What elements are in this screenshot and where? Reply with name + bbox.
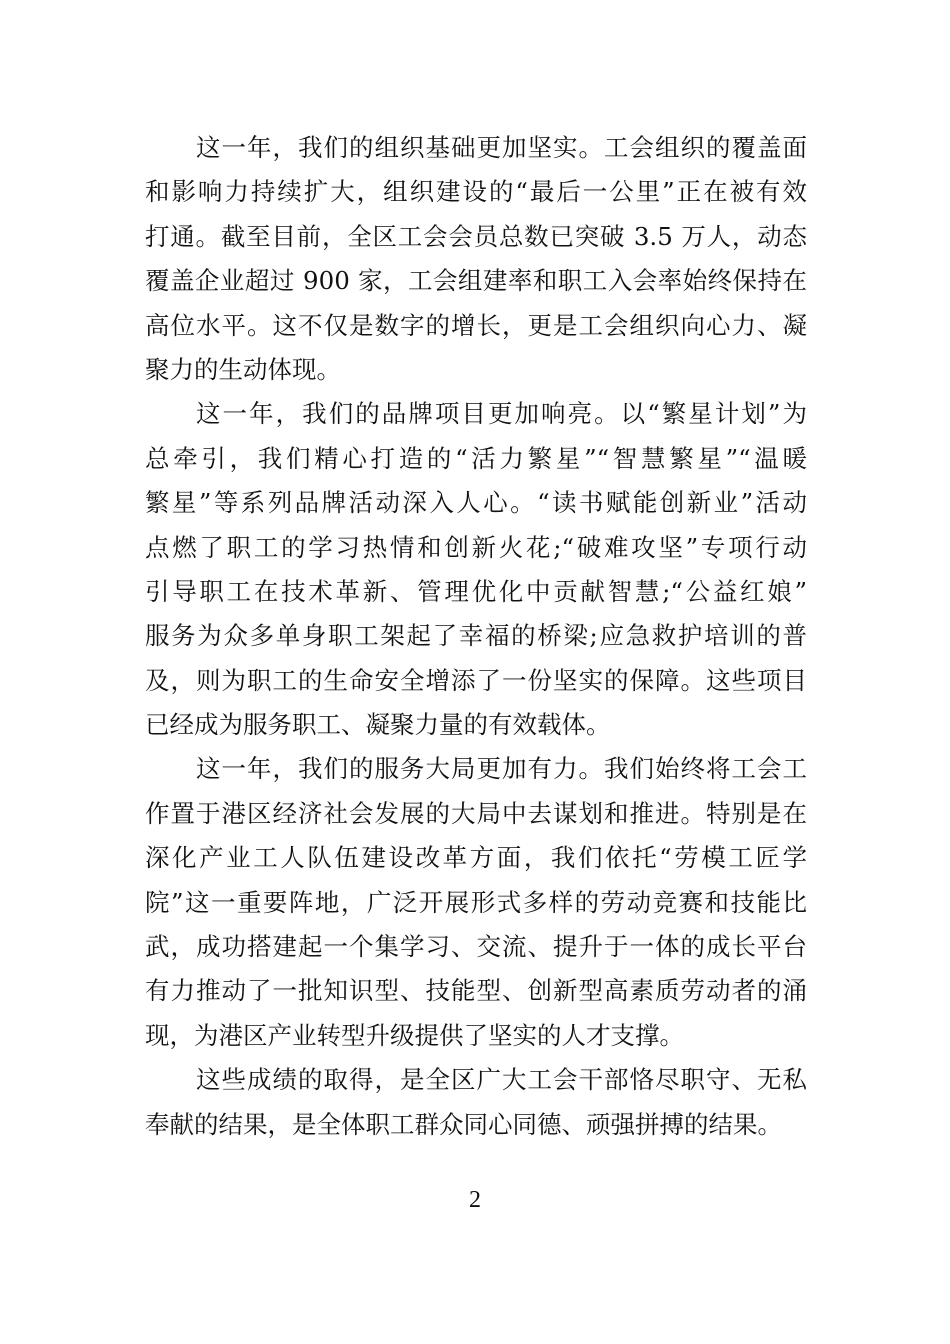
text-line: 已经成为服务职工、凝聚力量的有效载体。 [145, 710, 611, 740]
body-text [145, 126, 807, 1147]
text-line: 这一年，我们的组织基础更加坚实。工会组织的覆盖面 [196, 133, 807, 162]
text-line: 有力推动了一批知识型、技能型、创新型高素质劳动者的涌 [145, 976, 807, 1006]
text-line: 点燃了职工的学习热情和创新火花;“破难攻坚”专项行动 [145, 532, 807, 562]
paragraph-service [145, 747, 807, 1058]
paragraph-organization [145, 126, 807, 392]
text-line: 引导职工在技术革新、管理优化中贡献智慧;“公益红娘” [145, 576, 807, 606]
text-line: 服务为众多单身职工架起了幸福的桥梁;应急救护培训的普 [145, 621, 807, 651]
text-line: 高位水平。这不仅是数字的增长，更是工会组织向心力、凝 [145, 310, 807, 340]
text-line: 深化产业工人队伍建设改革方面，我们依托“劳模工匠学 [145, 843, 807, 873]
text-line: 武，成功搭建起一个集学习、交流、提升于一体的成长平台 [145, 932, 807, 962]
text-line: 奉献的结果，是全体职工群众同心同德、顽强拼搏的结果。 [145, 1109, 782, 1139]
text-line: 作置于港区经济社会发展的大局中去谋划和推进。特别是在 [145, 798, 807, 828]
text-line: 及，则为职工的生命安全增添了一份坚实的保障。这些项目 [145, 665, 807, 695]
text-line: 院”这一重要阵地，广泛开展形式多样的劳动竞赛和技能比 [145, 887, 807, 917]
text-line: 聚力的生动体现。 [145, 354, 341, 384]
paragraph-brand-projects [145, 392, 807, 747]
text-line: 和影响力持续扩大，组织建设的“最后一公里”正在被有效 [145, 177, 807, 207]
text-line: 现，为港区产业转型升级提供了坚实的人才支撑。 [145, 1020, 684, 1050]
text-line: 这一年，我们的品牌项目更加响亮。以“繁星计划”为 [196, 399, 807, 429]
paragraph-achievements [145, 1058, 807, 1147]
text-line: 这些成绩的取得，是全区广大工会干部恪尽职守、无私 [196, 1065, 807, 1095]
text-line: 覆盖企业超过 900 家，工会组建率和职工入会率始终保持在 [145, 266, 807, 296]
text-line: 繁星”等系列品牌活动深入人心。“读书赋能创新业”活动 [145, 488, 807, 518]
text-line: 这一年，我们的服务大局更加有力。我们始终将工会工 [196, 754, 807, 784]
text-line: 打通。截至目前，全区工会会员总数已突破 3.5 万人，动态 [145, 221, 807, 251]
page-number: 2 [469, 1187, 481, 1213]
text-line: 总牵引，我们精心打造的“活力繁星”“智慧繁星”“温暖 [145, 443, 807, 473]
